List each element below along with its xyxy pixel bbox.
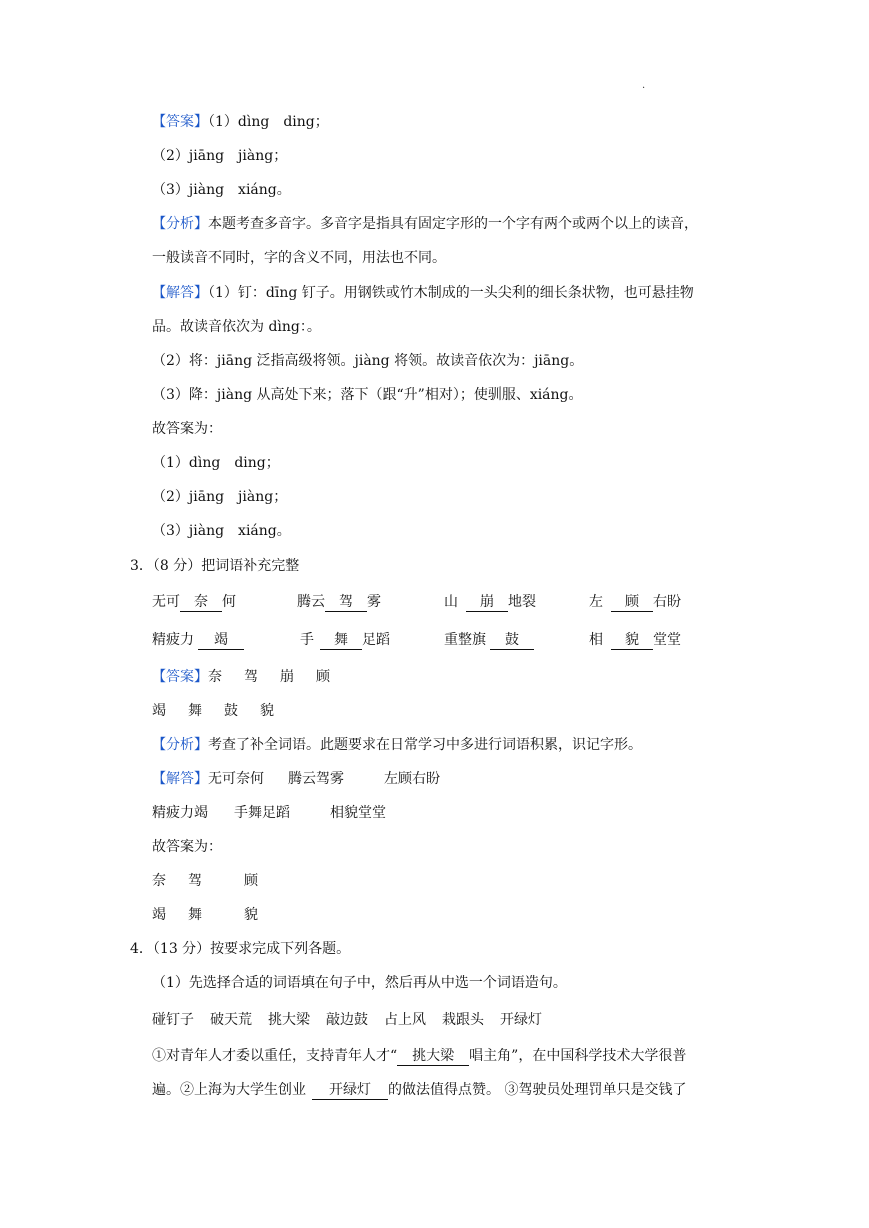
q3-item-fill: 奈 xyxy=(180,593,222,612)
q3-item-post: 何 xyxy=(222,594,236,610)
q3-item-fill: 舞 xyxy=(320,631,362,650)
q3-item-pre: 相 xyxy=(589,632,603,648)
q4-s2-post: 的做法值得点赞。 ③驾驶员处理罚单只是交钱了 xyxy=(388,1082,687,1098)
q3-answer-line-2 xyxy=(152,701,274,721)
solution-tag: 【解答】 xyxy=(152,771,208,787)
q3-final-char: 奈 xyxy=(152,873,166,889)
q3-item-pre: 左 xyxy=(589,594,603,610)
q2-final-2: （2）jiāng jiàng； xyxy=(152,489,288,505)
q3-answer-line xyxy=(152,667,330,687)
q3-item-fill: 崩 xyxy=(466,593,508,612)
q3-answer-char: 崩 xyxy=(280,669,294,685)
q3-item-pre: 无可 xyxy=(152,594,180,610)
q3-final-line xyxy=(152,871,258,891)
q2-solution-line xyxy=(152,283,694,303)
q4-word: 开绿灯 xyxy=(500,1012,542,1028)
q2-answer-line xyxy=(152,112,329,132)
q3-item-pre: 精疲力 xyxy=(152,632,194,648)
q3-solution-word: 相貌堂堂 xyxy=(330,805,386,821)
q3-item xyxy=(589,630,681,650)
q3-answer-char: 貌 xyxy=(260,703,274,719)
q3-item-post: 地裂 xyxy=(508,594,536,610)
q3-solution-word: 精疲力竭 xyxy=(152,805,208,821)
q3-item xyxy=(444,630,534,650)
q3-item-fill: 顾 xyxy=(611,593,653,612)
q2-solution-3: （2）将：jiāng 泛指高级将领。jiàng 将领。故读音依次为：jiāng。 xyxy=(152,353,584,369)
q4-sentence-1 xyxy=(152,1046,686,1066)
q4-word: 敲边鼓 xyxy=(326,1012,368,1028)
q3-final-char: 貌 xyxy=(244,907,258,923)
q3-item xyxy=(297,592,381,612)
q3-answer-char: 奈 xyxy=(208,669,222,685)
q2-solution-4: （3）降：jiàng 从高处下来；落下（跟“升”相对）；使驯服、xiáng。 xyxy=(152,387,583,403)
q3-answer-char: 鼓 xyxy=(224,703,238,719)
q3-final-char: 驾 xyxy=(188,873,202,889)
q4-s1-pre: ①对青年人才委以重任，支持青年人才“ xyxy=(152,1048,398,1064)
q3-solution-line-2 xyxy=(152,803,386,823)
q3-analysis: 考查了补全词语。此题要求在日常学习中多进行词语积累，识记字形。 xyxy=(208,737,642,753)
q4-sentence-2 xyxy=(152,1080,686,1100)
q3-answer-char: 竭 xyxy=(152,703,166,719)
q3-item-post: 雾 xyxy=(367,594,381,610)
q4-s2-fill: 开绿灯 xyxy=(312,1081,388,1100)
q2-analysis-1: 本题考查多音字。多音字是指具有固定字形的一个字有两个或两个以上的读音， xyxy=(208,216,698,232)
q4-word: 占上风 xyxy=(384,1012,426,1028)
answer-tag: 【答案】 xyxy=(152,114,208,130)
q2-analysis-2: 一般读音不同时，字的含义不同，用法也不同。 xyxy=(152,250,446,266)
q2-final-1: （1）dìng ding； xyxy=(152,455,280,471)
q3-conclusion: 故答案为： xyxy=(152,839,222,855)
q2-solution-1: （1）钉：dīng 钉子。用钢铁或竹木制成的一头尖利的细长条状物，也可悬挂物 xyxy=(208,285,694,301)
q2-conclusion: 故答案为： xyxy=(152,421,222,437)
q3-item-pre: 手 xyxy=(300,632,314,648)
q3-solution-line xyxy=(152,769,440,789)
q3-final-char: 竭 xyxy=(152,907,166,923)
q3-item-pre: 山 xyxy=(444,594,458,610)
q3-item xyxy=(152,592,236,612)
solution-tag: 【解答】 xyxy=(152,285,208,301)
q2-analysis-line xyxy=(152,214,698,234)
q4-word: 栽跟头 xyxy=(442,1012,484,1028)
q3-answer-char: 舞 xyxy=(188,703,202,719)
answer-tag: 【答案】 xyxy=(152,669,208,685)
q3-title: 3．（8 分）把词语补充完整 xyxy=(130,558,300,574)
q3-answer-char: 顾 xyxy=(316,669,330,685)
q3-answer-char: 驾 xyxy=(244,669,258,685)
q3-solution-word: 无可奈何 xyxy=(208,771,264,787)
q2-answer-2: （2）jiāng jiàng； xyxy=(152,148,288,164)
q3-solution-word: 腾云驾雾 xyxy=(288,771,344,787)
q3-final-char: 舞 xyxy=(188,907,202,923)
q3-item-post: 足蹈 xyxy=(362,632,390,648)
q3-item xyxy=(152,630,244,650)
q3-item-fill: 鼓 xyxy=(490,631,534,650)
q2-answer-3: （3）jiàng xiáng。 xyxy=(152,182,291,198)
q3-item-pre: 腾云 xyxy=(297,594,325,610)
q3-final-char: 顾 xyxy=(244,873,258,889)
q2-answer-1: （1）dìng ding； xyxy=(208,114,329,130)
header-dot: . xyxy=(642,80,646,91)
q3-final-line-2 xyxy=(152,905,258,925)
q3-item-post: 右盼 xyxy=(653,594,681,610)
analysis-tag: 【分析】 xyxy=(152,216,208,232)
q3-solution-word: 左顾右盼 xyxy=(384,771,440,787)
q2-final-3: （3）jiàng xiáng。 xyxy=(152,523,291,539)
q2-solution-2: 品。故读音依次为 dìng：。 xyxy=(152,319,321,335)
q4-s2-pre: 遍。②上海为大学生创业 xyxy=(152,1082,306,1098)
q3-item xyxy=(589,592,681,612)
q3-item xyxy=(300,630,390,650)
q4-sub1: （1）先选择合适的词语填在句子中，然后再从中选一个词语造句。 xyxy=(152,975,567,991)
q3-item-fill: 驾 xyxy=(325,593,367,612)
q3-item-fill: 貌 xyxy=(611,631,653,650)
analysis-tag: 【分析】 xyxy=(152,737,208,753)
q3-analysis-line xyxy=(152,735,642,755)
q4-s1-fill: 挑大梁 xyxy=(397,1047,469,1066)
q4-word: 破天荒 xyxy=(210,1012,252,1028)
q4-s1-post: 唱主角”，在中国科学技术大学很普 xyxy=(469,1048,687,1064)
q3-item-post: 堂堂 xyxy=(653,632,681,648)
q4-word-bank xyxy=(152,1010,542,1030)
q3-solution-word: 手舞足蹈 xyxy=(234,805,290,821)
q4-title: 4．（13 分）按要求完成下列各题。 xyxy=(130,941,351,957)
q4-word: 碰钉子 xyxy=(152,1012,194,1028)
q4-word: 挑大梁 xyxy=(268,1012,310,1028)
q3-item-pre: 重整旗 xyxy=(444,632,486,648)
q3-item-fill: 竭 xyxy=(198,631,244,650)
q3-item xyxy=(444,592,536,612)
